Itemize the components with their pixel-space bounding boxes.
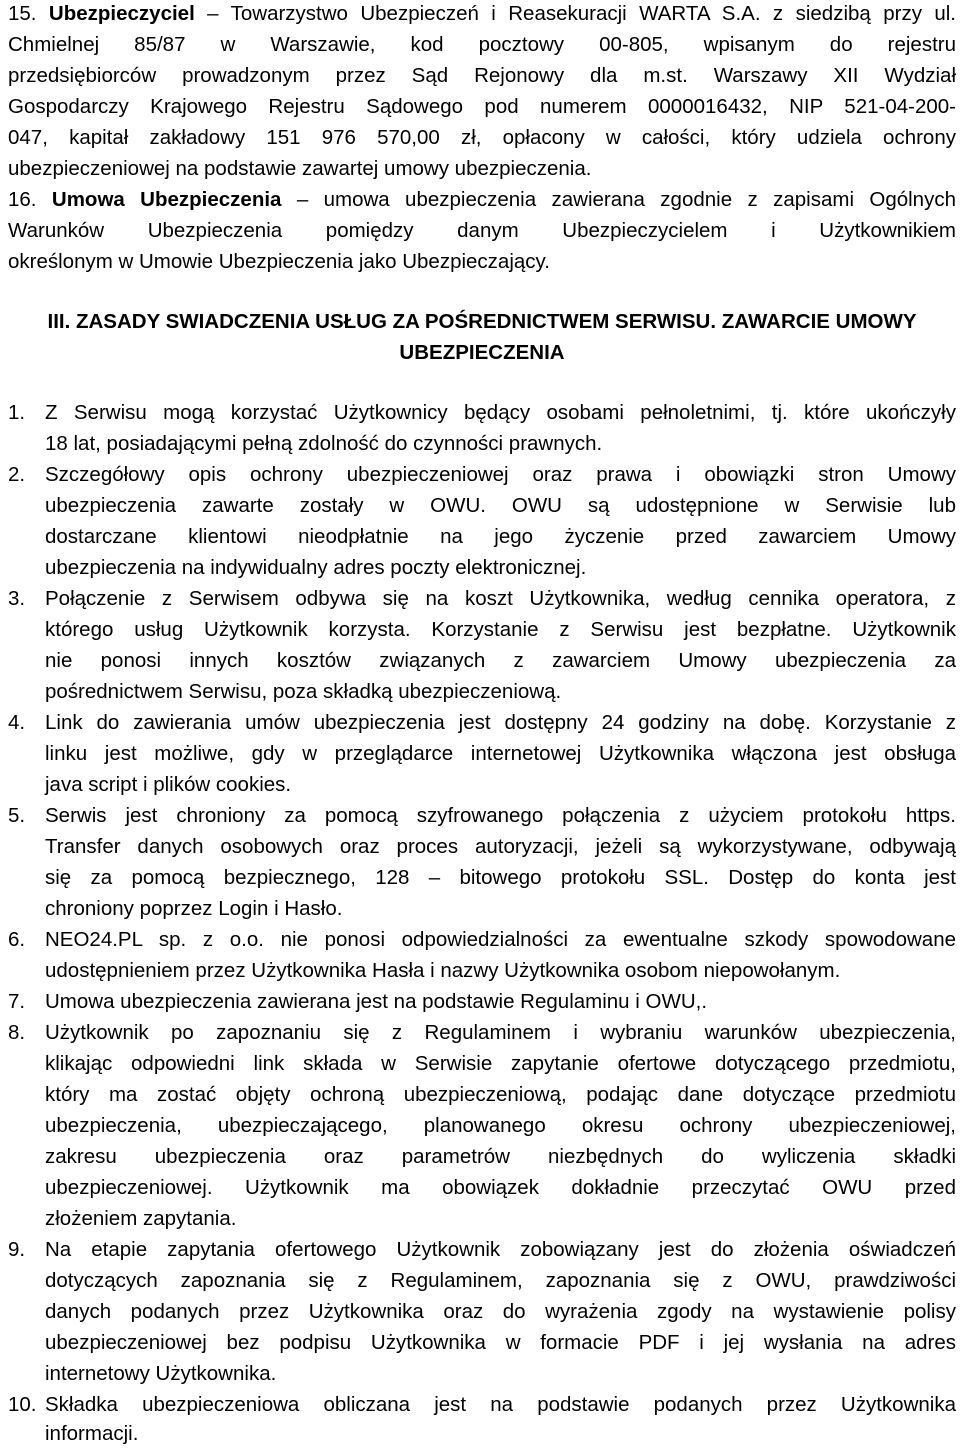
point-2-line-4: ubezpieczenia na indywidualny adres poczty elektronicznej. [45,556,587,579]
definition-16-number: 16. [8,188,37,211]
point-2-line-1: Szczegółowy opis ochrony ubezpieczeniowej oraz prawa i obowiązki stron Umowy [45,463,956,486]
point-7-number: 7. [8,990,26,1013]
definition-15-line-6: ubezpieczeniowej na podstawie zawartej umowy ubezpieczenia. [8,157,592,180]
point-2-line-2: ubezpieczenia zawarte zostały w OWU. OWU są udostępnione w Serwisie lub [45,494,956,517]
point-3-number: 3. [8,587,26,610]
point-4-line-2: linku jest możliwe, gdy w przeglądarce internetowej Użytkownika włączona jest obsługa [45,742,956,765]
point-8-line-5: zakresu ubezpieczenia oraz parametrów niezbędnych do wyliczenia składki [45,1145,956,1168]
point-8-line-1: Użytkownik po zapoznaniu się z Regulaminem i wybraniu warunków ubezpieczenia, [45,1021,956,1044]
definition-15-term: Ubezpieczyciel [48,2,195,25]
point-9-line-4: ubezpieczeniowej bez podpisu Użytkownika w formacie PDF i jej wysłania na adres [45,1331,956,1354]
point-6-number: 6. [8,928,26,951]
definition-15-number: 15. [8,2,37,25]
point-8-line-7: złożeniem zapytania. [45,1207,237,1230]
point-2-number: 2. [8,463,26,486]
point-6-line-1: NEO24.PL sp. z o.o. nie ponosi odpowiedzialności za ewentualne szkody spowodowane [45,928,956,951]
point-10-line-1: Składka ubezpieczeniowa obliczana jest na podstawie podanych przez Użytkownika [45,1393,956,1416]
definition-16-line-1 [8,184,956,215]
point-9-line-5: internetowy Użytkownika. [45,1362,277,1385]
point-9-line-3: danych podanych przez Użytkownika oraz do wyrażenia zgody na wystawienie polisy [45,1300,956,1323]
point-5-line-4: chroniony poprzez Login i Hasło. [45,897,343,920]
point-1-line-2: 18 lat, posiadającymi pełną zdolność do czynności prawnych. [45,432,603,455]
definition-16-line-3: określonym w Umowie Ubezpieczenia jako Ubezpieczający. [8,250,550,273]
definition-15-text: – Towarzystwo Ubezpieczeń i Reasekuracji WARTA S.A. z siedzibą przy ul. [194,2,957,25]
point-1-number: 1. [8,401,26,424]
point-9-line-2: dotyczących zapoznania się z Regulaminem, zapoznania się z OWU, prawdziwości [45,1269,956,1292]
point-4-number: 4. [8,711,26,734]
point-10-number: 10. [8,1393,37,1416]
point-5-number: 5. [8,804,26,827]
point-8-line-6: ubezpieczeniowej. Użytkownik ma obowiązek dokładnie przeczytać OWU przed [45,1176,956,1199]
point-9-number: 9. [8,1238,26,1261]
definition-15-line-2: Chmielnej 85/87 w Warszawie, kod pocztowy 00-805, wpisanym do rejestru [8,33,956,56]
point-7-line-1: Umowa ubezpieczenia zawierana jest na podstawie Regulaminu i OWU,. [45,990,708,1013]
point-8-line-4: ubezpieczenia, ubezpieczającego, planowanego okresu ochrony ubezpieczeniowej, [45,1114,956,1137]
point-2-line-3: dostarczane klientowi nieodpłatnie na jego życzenie przed zawarciem Umowy [45,525,956,548]
section-heading-line-2: UBEZPIECZENIA [399,341,565,364]
point-8-line-2: klikając odpowiedni link składa w Serwisie zapytanie ofertowe dotyczącego przedmiotu, [45,1052,956,1075]
point-5-line-1: Serwis jest chroniony za pomocą szyfrowanego połączenia z użyciem protokołu https. [45,804,956,827]
definition-15-line-5: 047, kapitał zakładowy 151 976 570,00 zł, opłacony w całości, który udziela ochrony [8,126,956,149]
point-3-line-2: którego usług Użytkownik korzysta. Korzystanie z Serwisu jest bezpłatne. Użytkownik [45,618,956,641]
point-4-line-1: Link do zawierania umów ubezpieczenia jest dostępny 24 godziny na dobę. Korzystanie z [45,711,956,734]
point-6-line-2: udostępnieniem przez Użytkownika Hasła i nazwy Użytkownika osobom niepowołanym. [45,959,841,982]
point-8-line-3: który ma zostać objęty ochroną ubezpieczeniową, podając dane dotyczące przedmiotu [45,1083,956,1106]
definition-15-line-1 [8,0,956,29]
point-3-line-4: pośrednictwem Serwisu, poza składką ubezpieczeniową. [45,680,562,703]
definition-16-term: Umowa Ubezpieczenia [51,188,282,211]
point-5-line-3: się za pomocą bezpiecznego, 128 – bitowego protokołu SSL. Dostęp do konta jest [45,866,956,889]
definition-15-line-3: przedsiębiorców prowadzonym przez Sąd Rejonowy dla m.st. Warszawy XII Wydział [8,64,956,87]
point-3-line-1: Połączenie z Serwisem odbywa się na koszt Użytkownika, według cennika operatora, z [45,587,956,610]
point-3-line-3: nie ponosi innych kosztów związanych z zawarciem Umowy ubezpieczenia za [45,649,956,672]
point-9-line-1: Na etapie zapytania ofertowego Użytkownik zobowiązany jest do złożenia oświadczeń [45,1238,956,1261]
point-8-number: 8. [8,1021,26,1044]
definition-16-text: – umowa ubezpieczenia zawierana zgodnie z zapisami Ogólnych [281,188,956,211]
point-10-line-2: informacji. [45,1422,139,1445]
definition-15-line-4: Gospodarczy Krajowego Rejestru Sądowego pod numerem 0000016432, NIP 521-04-200- [8,95,956,118]
section-heading-line-1: III. ZASADY SWIADCZENIA USŁUG ZA POŚREDNICTWEM SERWISU. ZAWARCIE UMOWY [47,310,917,333]
point-1-line-1: Z Serwisu mogą korzystać Użytkownicy będący osobami pełnoletnimi, tj. które ukończyły [45,401,956,424]
definition-16-line-2: Warunków Ubezpieczenia pomiędzy danym Ubezpieczycielem i Użytkownikiem [8,219,956,242]
point-5-line-2: Transfer danych osobowych oraz proces autoryzacji, jeżeli są wykorzystywane, odbywają [45,835,956,858]
point-4-line-3: java script i plików cookies. [45,773,292,796]
